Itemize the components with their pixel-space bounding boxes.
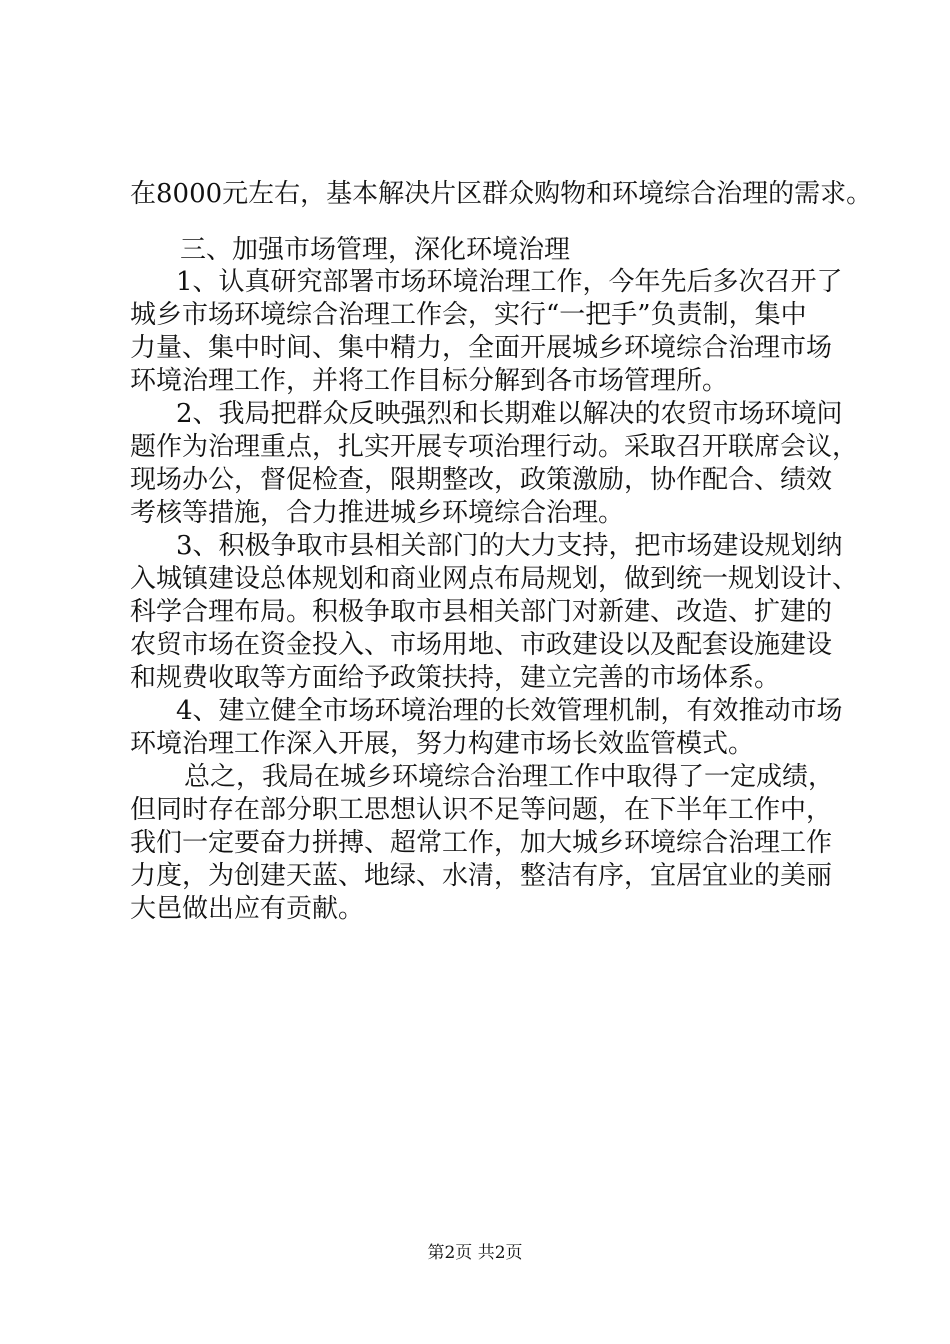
text-line: 和规费收取等方面给予政策扶持，建立完善的市场体系。 [130,663,781,693]
text-line: 入城镇建设总体规划和商业网点布局规划，做到统一规划设计、 [130,564,859,594]
text-line: 力量、集中时间、集中精力，全面开展城乡环境综合治理市场 [130,333,833,363]
text-line: 力度，为创建天蓝、地绿、水清，整洁有序，宜居宜业的美丽 [130,861,833,891]
text-line: 考核等措施，合力推进城乡环境综合治理。 [130,498,625,528]
text-line: 科学合理布局。积极争取市县相关部门对新建、改造、扩建的 [130,597,833,627]
text-line: 我们一定要奋力拼搏、超常工作，加大城乡环境综合治理工作 [130,828,833,858]
text-line: 2、我局把群众反映强烈和长期难以解决的农贸市场环境问 [176,399,843,429]
text-line: 环境治理工作，并将工作目标分解到各市场管理所。 [130,366,729,396]
text-line: 在8000元左右，基本解决片区群众购物和环境综合治理的需求。 [130,179,873,209]
text-line: 环境治理工作深入开展，努力构建市场长效监管模式。 [130,729,755,759]
text-line: 现场办公，督促检查，限期整改，政策激励，协作配合、绩效 [130,465,833,495]
text-line: 大邑做出应有贡献。 [130,894,365,924]
text-line: 题作为治理重点，扎实开展专项治理行动。采取召开联席会议， [130,432,859,462]
text-line: 1、认真研究部署市场环境治理工作，今年先后多次召开了 [176,267,843,297]
text-line: 城乡市场环境综合治理工作会，实行“一把手”负责制，集中 [130,300,807,330]
section-heading: 三、加强市场管理，深化环境治理 [180,235,571,265]
text-line: 4、建立健全市场环境治理的长效管理机制，有效推动市场 [176,696,843,726]
text-line: 农贸市场在资金投入、市场用地、市政建设以及配套设施建设 [130,630,833,660]
text-line: 总之，我局在城乡环境综合治理工作中取得了一定成绩， [184,762,835,792]
page-number-footer: 第2页 共2页 [427,1243,523,1263]
text-line: 3、积极争取市县相关部门的大力支持，把市场建设规划纳 [176,531,843,561]
text-line: 但同时存在部分职工思想认识不足等问题，在下半年工作中， [130,795,833,825]
